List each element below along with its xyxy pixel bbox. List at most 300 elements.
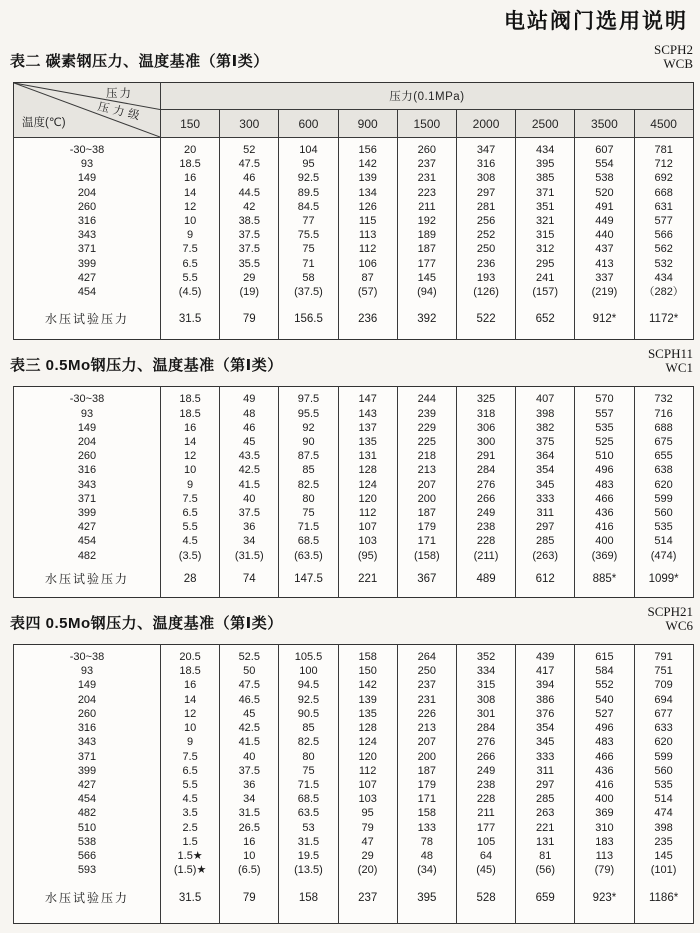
temperature-cell: 371 — [14, 750, 161, 764]
value-cell: 95.5 — [279, 407, 338, 421]
value-cell: 81 — [516, 849, 575, 863]
value-cell: 337 — [575, 271, 634, 285]
value-cell: 225 — [397, 435, 456, 449]
test-pressure-value: 79 — [220, 299, 279, 340]
value-cell: 386 — [516, 693, 575, 707]
table-row — [14, 271, 694, 285]
value-cell: (34) — [397, 863, 456, 877]
value-cell: 7.5 — [161, 242, 220, 256]
value-cell: 124 — [338, 478, 397, 492]
value-cell: 26.5 — [220, 821, 279, 835]
value-cell: 14 — [161, 186, 220, 200]
temperature-cell: 260 — [14, 449, 161, 463]
value-cell: 126 — [338, 200, 397, 214]
pressure-unit-header: 压力(0.1MPa) — [161, 83, 694, 110]
value-cell: (20) — [338, 863, 397, 877]
table-row — [14, 721, 694, 735]
value-cell: 87 — [338, 271, 397, 285]
value-cell: 207 — [397, 478, 456, 492]
test-pressure-value: 885* — [575, 563, 634, 598]
temperature-cell: 316 — [14, 721, 161, 735]
value-cell: 297 — [516, 520, 575, 534]
value-cell: 540 — [575, 693, 634, 707]
material-code: SCPH21 — [647, 604, 693, 620]
value-cell: 285 — [516, 792, 575, 806]
value-cell: 333 — [516, 750, 575, 764]
table-caption: 表二 碳素钢压力、温度基准（第Ⅰ类） — [10, 53, 269, 70]
value-cell: 80 — [279, 492, 338, 506]
value-cell: 311 — [516, 506, 575, 520]
value-cell: 354 — [516, 463, 575, 477]
value-cell: 417 — [516, 664, 575, 678]
value-cell: 241 — [516, 271, 575, 285]
value-cell: 128 — [338, 463, 397, 477]
value-cell: 474 — [634, 806, 693, 820]
value-cell: 42 — [220, 200, 279, 214]
value-cell: 315 — [516, 228, 575, 242]
table-row — [14, 735, 694, 749]
value-cell: 688 — [634, 421, 693, 435]
value-cell: 105 — [456, 835, 515, 849]
value-cell: 124 — [338, 735, 397, 749]
temperature-cell: 204 — [14, 186, 161, 200]
temperature-cell: 510 — [14, 821, 161, 835]
value-cell: 437 — [575, 242, 634, 256]
table-row — [14, 764, 694, 778]
value-cell: 193 — [456, 271, 515, 285]
pressure-class-header: 3500 — [575, 110, 634, 138]
value-cell: 6.5 — [161, 257, 220, 271]
temperature-cell: 149 — [14, 678, 161, 692]
value-cell: 10 — [161, 721, 220, 735]
value-cell: 791 — [634, 645, 693, 665]
value-cell: 364 — [516, 449, 575, 463]
material-code: SCPH11 — [647, 346, 693, 362]
value-cell: (263) — [516, 549, 575, 563]
value-cell: 316 — [456, 157, 515, 171]
value-cell: 633 — [634, 721, 693, 735]
table-body — [14, 387, 694, 598]
value-cell: 315 — [456, 678, 515, 692]
pressure-class-header: 2000 — [456, 110, 515, 138]
table-row — [14, 792, 694, 806]
value-cell: 5.5 — [161, 520, 220, 534]
test-pressure-row — [14, 877, 694, 923]
temperature-cell: -30~38 — [14, 645, 161, 665]
value-cell: (31.5) — [220, 549, 279, 563]
value-cell: 139 — [338, 693, 397, 707]
value-cell: 310 — [575, 821, 634, 835]
test-pressure-label: 水压试验压力 — [14, 563, 161, 598]
test-pressure-value: 912* — [575, 299, 634, 340]
value-cell: 40 — [220, 750, 279, 764]
value-cell: 156 — [338, 138, 397, 158]
pressure-class-header: 2500 — [516, 110, 575, 138]
value-cell: 334 — [456, 664, 515, 678]
value-cell: (6.5) — [220, 863, 279, 877]
test-pressure-label: 水压试验压力 — [14, 299, 161, 340]
value-cell: 43.5 — [220, 449, 279, 463]
value-cell: 89.5 — [279, 186, 338, 200]
test-pressure-value: 237 — [338, 877, 397, 923]
value-cell: 147 — [338, 387, 397, 407]
value-cell: 46 — [220, 421, 279, 435]
table-row — [14, 664, 694, 678]
value-cell: 40 — [220, 492, 279, 506]
value-cell: 483 — [575, 735, 634, 749]
value-cell: 103 — [338, 534, 397, 548]
value-cell: 514 — [634, 792, 693, 806]
table-row — [14, 138, 694, 158]
value-cell: (101) — [634, 863, 693, 877]
value-cell: 228 — [456, 792, 515, 806]
value-cell: 12 — [161, 707, 220, 721]
value-cell: 398 — [634, 821, 693, 835]
value-cell: 80 — [279, 750, 338, 764]
value-cell: 36 — [220, 520, 279, 534]
value-cell: 321 — [516, 214, 575, 228]
temperature-cell: 566 — [14, 849, 161, 863]
temperature-cell: 260 — [14, 707, 161, 721]
value-cell: 535 — [634, 520, 693, 534]
value-cell: 4.5 — [161, 792, 220, 806]
test-pressure-value: 31.5 — [161, 299, 220, 340]
value-cell: 252 — [456, 228, 515, 242]
test-pressure-value: 236 — [338, 299, 397, 340]
value-cell: 413 — [575, 257, 634, 271]
temperature-cell: 454 — [14, 792, 161, 806]
table-row — [14, 492, 694, 506]
value-cell: 46 — [220, 171, 279, 185]
value-cell: 50 — [220, 664, 279, 678]
value-cell: 716 — [634, 407, 693, 421]
value-cell: 47 — [338, 835, 397, 849]
test-pressure-value: 1099* — [634, 563, 693, 598]
value-cell: 75 — [279, 506, 338, 520]
value-cell: 599 — [634, 492, 693, 506]
value-cell: (126) — [456, 285, 515, 299]
test-pressure-value: 528 — [456, 877, 515, 923]
value-cell: 295 — [516, 257, 575, 271]
temperature-cell: 399 — [14, 257, 161, 271]
temperature-cell: 149 — [14, 421, 161, 435]
value-cell: 400 — [575, 534, 634, 548]
value-cell: 496 — [575, 463, 634, 477]
value-cell: 525 — [575, 435, 634, 449]
value-cell: 12 — [161, 449, 220, 463]
value-cell: 139 — [338, 171, 397, 185]
value-cell: 179 — [397, 520, 456, 534]
value-cell: 115 — [338, 214, 397, 228]
value-cell: 436 — [575, 764, 634, 778]
value-cell: 250 — [456, 242, 515, 256]
temperature-cell: 316 — [14, 214, 161, 228]
value-cell: 211 — [456, 806, 515, 820]
corner-pressure-label: 压力 — [106, 88, 133, 100]
value-cell: (4.5) — [161, 285, 220, 299]
value-cell: 694 — [634, 693, 693, 707]
temperature-cell: 93 — [14, 664, 161, 678]
value-cell: 434 — [634, 271, 693, 285]
value-cell: 14 — [161, 693, 220, 707]
section-table3 — [0, 345, 700, 598]
table-row — [14, 407, 694, 421]
value-cell: 145 — [634, 849, 693, 863]
value-cell: (369) — [575, 549, 634, 563]
value-cell: 308 — [456, 693, 515, 707]
material-code: WCB — [663, 56, 693, 71]
value-cell: 239 — [397, 407, 456, 421]
table-row — [14, 157, 694, 171]
pressure-class-header: 1500 — [397, 110, 456, 138]
value-cell: 134 — [338, 186, 397, 200]
value-cell: 112 — [338, 764, 397, 778]
value-cell: 36 — [220, 778, 279, 792]
value-cell: 85 — [279, 721, 338, 735]
value-cell: 620 — [634, 478, 693, 492]
value-cell: 47.5 — [220, 157, 279, 171]
value-cell: 187 — [397, 506, 456, 520]
value-cell: 371 — [516, 186, 575, 200]
corner-temperature-label: 温度(℃) — [22, 117, 66, 129]
material-code: WC1 — [665, 360, 693, 376]
temperature-cell: 260 — [14, 200, 161, 214]
value-cell: 483 — [575, 478, 634, 492]
value-cell: 113 — [575, 849, 634, 863]
value-cell: 150 — [338, 664, 397, 678]
test-pressure-value: 489 — [456, 563, 515, 598]
value-cell: 439 — [516, 645, 575, 665]
value-cell: 284 — [456, 463, 515, 477]
value-cell: 250 — [397, 664, 456, 678]
value-cell: 18.5 — [161, 157, 220, 171]
value-cell: 263 — [516, 806, 575, 820]
temperature-cell: 93 — [14, 407, 161, 421]
table-row — [14, 478, 694, 492]
value-cell: 284 — [456, 721, 515, 735]
value-cell: 35.5 — [220, 257, 279, 271]
value-cell: 79 — [338, 821, 397, 835]
value-cell: 10 — [161, 214, 220, 228]
value-cell: 607 — [575, 138, 634, 158]
table-row — [14, 506, 694, 520]
value-cell: 82.5 — [279, 735, 338, 749]
value-cell: 95 — [338, 806, 397, 820]
value-cell: 223 — [397, 186, 456, 200]
table-row — [14, 645, 694, 665]
value-cell: 311 — [516, 764, 575, 778]
value-cell: 554 — [575, 157, 634, 171]
value-cell: 120 — [338, 750, 397, 764]
temperature-cell: 593 — [14, 863, 161, 877]
value-cell: 18.5 — [161, 407, 220, 421]
value-cell: 112 — [338, 506, 397, 520]
temperature-cell: 538 — [14, 835, 161, 849]
value-cell: 527 — [575, 707, 634, 721]
temperature-cell: 427 — [14, 271, 161, 285]
table-row — [14, 285, 694, 299]
section-head — [10, 41, 693, 71]
table-row — [14, 707, 694, 721]
material-codes — [648, 347, 693, 375]
test-pressure-value: 395 — [397, 877, 456, 923]
value-cell: (94) — [397, 285, 456, 299]
value-cell: 510 — [575, 449, 634, 463]
value-cell: 211 — [397, 200, 456, 214]
temperature-cell: 343 — [14, 735, 161, 749]
value-cell: 297 — [516, 778, 575, 792]
table-row — [14, 835, 694, 849]
value-cell: 133 — [397, 821, 456, 835]
value-cell: 398 — [516, 407, 575, 421]
temperature-cell: -30~38 — [14, 387, 161, 407]
value-cell: (79) — [575, 863, 634, 877]
pressure-class-header: 900 — [338, 110, 397, 138]
test-pressure-value: 79 — [220, 877, 279, 923]
value-cell: 90 — [279, 435, 338, 449]
value-cell: (211) — [456, 549, 515, 563]
value-cell: 103 — [338, 792, 397, 806]
table-row — [14, 242, 694, 256]
value-cell: 100 — [279, 664, 338, 678]
test-pressure-value: 221 — [338, 563, 397, 598]
value-cell: 6.5 — [161, 506, 220, 520]
value-cell: 385 — [516, 171, 575, 185]
test-pressure-value: 147.5 — [279, 563, 338, 598]
value-cell: 655 — [634, 449, 693, 463]
value-cell: 68.5 — [279, 792, 338, 806]
value-cell: 244 — [397, 387, 456, 407]
value-cell: 7.5 — [161, 750, 220, 764]
value-cell: 732 — [634, 387, 693, 407]
value-cell: 92.5 — [279, 693, 338, 707]
test-pressure-row — [14, 563, 694, 598]
section-table4 — [0, 603, 700, 923]
value-cell: 235 — [634, 835, 693, 849]
table-row — [14, 693, 694, 707]
value-cell: 12 — [161, 200, 220, 214]
value-cell: 218 — [397, 449, 456, 463]
value-cell: 466 — [575, 492, 634, 506]
value-cell: 18.5 — [161, 664, 220, 678]
value-cell: 192 — [397, 214, 456, 228]
value-cell: 95 — [279, 157, 338, 171]
value-cell: 249 — [456, 506, 515, 520]
temperature-cell: 399 — [14, 764, 161, 778]
value-cell: (95) — [338, 549, 397, 563]
temperature-cell: 371 — [14, 242, 161, 256]
value-cell: 449 — [575, 214, 634, 228]
value-cell: 231 — [397, 693, 456, 707]
table-row — [14, 228, 694, 242]
value-cell: 171 — [397, 792, 456, 806]
value-cell: 9 — [161, 228, 220, 242]
value-cell: 615 — [575, 645, 634, 665]
value-cell: 562 — [634, 242, 693, 256]
value-cell: 135 — [338, 707, 397, 721]
table-row — [14, 806, 694, 820]
value-cell: 620 — [634, 735, 693, 749]
value-cell: 709 — [634, 678, 693, 692]
value-cell: 31.5 — [279, 835, 338, 849]
value-cell: 668 — [634, 186, 693, 200]
table-row — [14, 520, 694, 534]
table-header — [14, 83, 694, 138]
value-cell: 137 — [338, 421, 397, 435]
value-cell: 107 — [338, 778, 397, 792]
value-cell: 189 — [397, 228, 456, 242]
value-cell: 557 — [575, 407, 634, 421]
value-cell: 264 — [397, 645, 456, 665]
test-pressure-value: 923* — [575, 877, 634, 923]
temperature-cell: 399 — [14, 506, 161, 520]
value-cell: 584 — [575, 664, 634, 678]
value-cell: 7.5 — [161, 492, 220, 506]
value-cell: 52.5 — [220, 645, 279, 665]
table-body — [14, 138, 694, 340]
table-row — [14, 200, 694, 214]
pressure-temperature-table — [13, 644, 694, 923]
value-cell: 171 — [397, 534, 456, 548]
pressure-temperature-table — [13, 82, 694, 340]
value-cell: 53 — [279, 821, 338, 835]
value-cell: 434 — [516, 138, 575, 158]
page-title: 电站阀门选用说明 — [504, 10, 688, 33]
test-pressure-value: 367 — [397, 563, 456, 598]
value-cell: 207 — [397, 735, 456, 749]
value-cell: 97.5 — [279, 387, 338, 407]
value-cell: 34 — [220, 792, 279, 806]
test-pressure-value: 652 — [516, 299, 575, 340]
value-cell: 20 — [161, 138, 220, 158]
value-cell: 566 — [634, 228, 693, 242]
value-cell: 236 — [456, 257, 515, 271]
value-cell: 416 — [575, 520, 634, 534]
temperature-cell: 454 — [14, 285, 161, 299]
table-row — [14, 171, 694, 185]
table-row — [14, 435, 694, 449]
value-cell: 42.5 — [220, 463, 279, 477]
value-cell: 75 — [279, 242, 338, 256]
value-cell: 131 — [338, 449, 397, 463]
value-cell: 78 — [397, 835, 456, 849]
value-cell: 416 — [575, 778, 634, 792]
value-cell: 71.5 — [279, 778, 338, 792]
value-cell: (37.5) — [279, 285, 338, 299]
value-cell: 312 — [516, 242, 575, 256]
value-cell: 266 — [456, 492, 515, 506]
value-cell: 376 — [516, 707, 575, 721]
table-row — [14, 534, 694, 548]
value-cell: 85 — [279, 463, 338, 477]
table-caption: 表四 0.5Mo钢压力、温度基准（第Ⅰ类） — [10, 615, 283, 633]
test-pressure-row — [14, 299, 694, 340]
value-cell: 104 — [279, 138, 338, 158]
test-pressure-value: 659 — [516, 877, 575, 923]
temperature-cell: 149 — [14, 171, 161, 185]
value-cell: 75.5 — [279, 228, 338, 242]
value-cell: 77 — [279, 214, 338, 228]
value-cell: 142 — [338, 678, 397, 692]
value-cell: 143 — [338, 407, 397, 421]
value-cell: 229 — [397, 421, 456, 435]
value-cell: 34 — [220, 534, 279, 548]
temperature-cell: 482 — [14, 806, 161, 820]
value-cell: 187 — [397, 764, 456, 778]
value-cell: 183 — [575, 835, 634, 849]
value-cell: 351 — [516, 200, 575, 214]
temperature-cell: 204 — [14, 693, 161, 707]
